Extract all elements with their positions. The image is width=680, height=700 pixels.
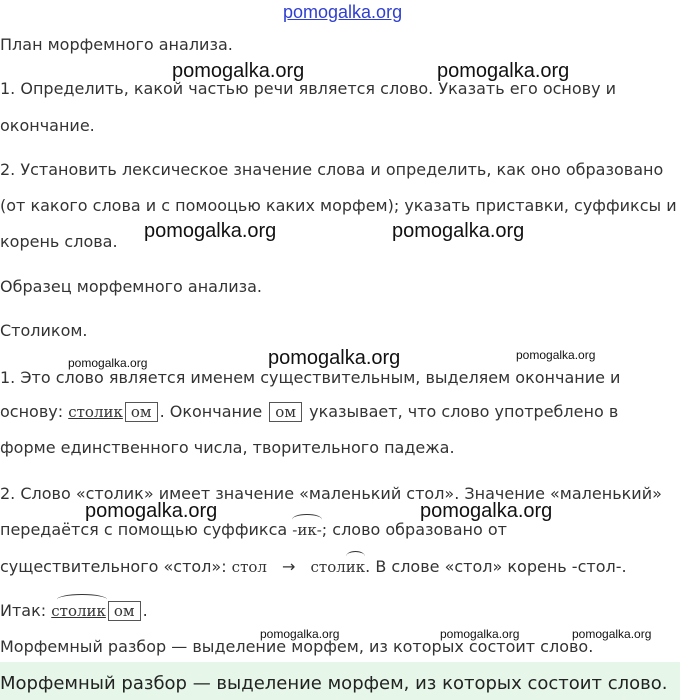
- step1-line1: 1. Определить, какой частью речи является слово. Указать его основу и: [0, 79, 617, 98]
- stem-stolik: столик: [68, 403, 123, 421]
- suffix-ik-text: -ик-: [292, 521, 322, 539]
- ending-om-box: ом: [125, 402, 158, 422]
- analysis1-prefix: основу:: [0, 402, 64, 421]
- derived-suffix: [346, 557, 365, 577]
- suffix-ik: [292, 520, 322, 540]
- derived-suffix-arc-icon: [346, 551, 365, 562]
- analysis2-line3-end: . В слове «стол» корень -стол-.: [365, 557, 627, 576]
- analysis1-line2: [0, 402, 618, 422]
- watermark: pomogalka.org: [437, 60, 570, 82]
- sample-title: Образец морфемного анализа.: [0, 277, 262, 296]
- sample-word: Столиком.: [0, 321, 88, 340]
- step2-line2: (от какого слова и с помооцью каких морфем); указать приставки, суффиксы и: [0, 196, 677, 215]
- analysis1-mid: . Окончание: [159, 402, 263, 421]
- watermark: pomogalka.org: [144, 220, 277, 242]
- ending-om-box-2: ом: [269, 402, 302, 422]
- summary-ending-box: ом: [108, 601, 141, 621]
- watermark-top-link[interactable]: pomogalka.org: [283, 2, 403, 22]
- watermark: pomogalka.org: [172, 60, 305, 82]
- watermark: pomogalka.org: [85, 500, 218, 522]
- watermark: pomogalka.org: [420, 500, 553, 522]
- root-arc-icon: [57, 594, 107, 605]
- analysis1-line1: 1. Это слово является именем существительным, выделяем окончание и: [0, 368, 621, 387]
- analysis1-line3: форме единственного числа, творительного падежа.: [0, 438, 455, 457]
- step2-line1: 2. Установить лексическое значение слова и определить, как оно образовано: [0, 160, 664, 179]
- watermark: pomogalka.org: [268, 347, 401, 369]
- base-word-stol: стол: [231, 558, 267, 576]
- watermark: pomogalka.org: [260, 627, 340, 641]
- summary-stem: [51, 601, 106, 621]
- step1-line2: окончание.: [0, 116, 95, 135]
- step2-line3: корень слова.: [0, 232, 118, 251]
- derivation-arrow-icon: →: [282, 557, 296, 576]
- watermark: pomogalka.org: [572, 627, 652, 641]
- suffix-arc-icon: [292, 514, 322, 525]
- summary-stem-text: столик: [51, 602, 106, 620]
- analysis2-line2: [0, 520, 507, 540]
- analysis2-line2-end: ; слово образовано от: [321, 520, 507, 539]
- derived-word: [311, 558, 366, 576]
- definition: Морфемный разбор — выделение морфем, из которых состоит слово.: [0, 637, 594, 656]
- derived-root: стол: [310, 558, 346, 576]
- analysis2-line1: 2. Слово «столик» имеет значение «маленький стол». Значение «маленький»: [0, 484, 662, 503]
- watermark: pomogalka.org: [68, 356, 148, 370]
- summary-label: Итак:: [0, 601, 47, 620]
- analysis2-line3-start: существительного «стол»:: [0, 557, 227, 576]
- derived-suffix-text: ик: [345, 558, 366, 576]
- analysis2-line3: [0, 557, 627, 577]
- definition-highlight: Морфемный разбор — выделение морфем, из которых состоит слово.: [0, 673, 668, 694]
- watermark: pomogalka.org: [392, 220, 525, 242]
- summary-dot: .: [142, 601, 148, 620]
- watermark: pomogalka.org: [440, 627, 520, 641]
- summary-line: [0, 601, 148, 621]
- analysis2-line2-start: передаётся с помощью суффикса: [0, 520, 288, 539]
- watermark: pomogalka.org: [516, 348, 596, 362]
- plan-title: План морфемного анализа.: [0, 35, 233, 54]
- analysis1-tail: указывает, что слово употреблено в: [309, 402, 619, 421]
